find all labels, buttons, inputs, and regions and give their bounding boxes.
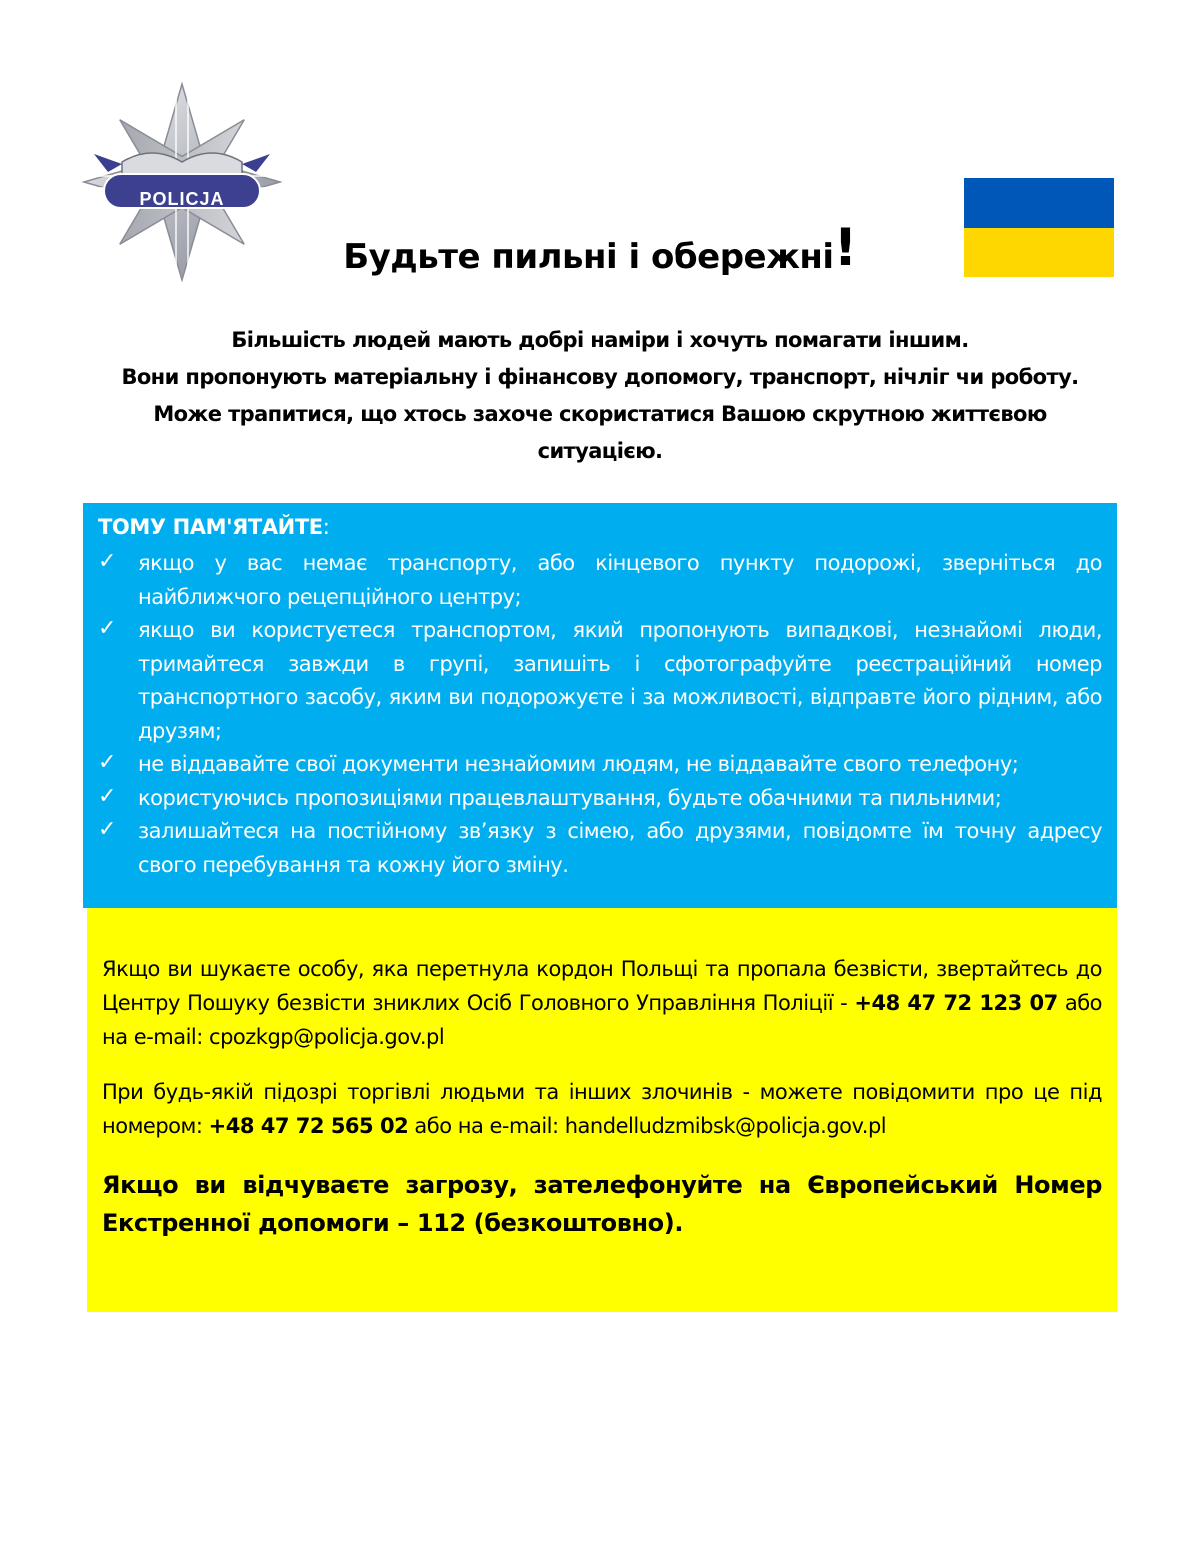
remember-heading-text: ТОМУ ПАМ'ЯТАЙТЕ: [98, 515, 323, 539]
missing-person-phone[interactable]: +48 47 72 123 07: [854, 991, 1058, 1015]
checkmark-icon: ✓: [98, 549, 117, 574]
remember-heading-colon: :: [322, 515, 330, 539]
missing-person-mid: або на e-mail:: [102, 991, 1103, 1049]
list-item-text: не віддавайте свої документи незнайомим людям, не віддавайте свого телефону;: [138, 752, 1019, 776]
checkmark-icon: ✓: [98, 817, 117, 842]
title-text: Будьте пильні і обережні: [343, 237, 834, 277]
list-item-text: користуючись пропозиціями працевлаштування, будьте обачними та пильними;: [138, 785, 1002, 810]
checkmark-icon: ✓: [98, 750, 117, 775]
list-item-text: якщо у вас немає транспорту, або кінцевого пункту подорожі, зверніться до найближчого рецепційного центру;: [138, 551, 1102, 609]
missing-person-text: Якщо ви шукаєте особу, яка перетнула кордон Польщі та пропала безвісти, звертайтесь до Центру Пошуку безвісти зниклих Осіб Головного Управління Поліції -: [102, 957, 1102, 1015]
trafficking-mid: або на e-mail:: [408, 1114, 565, 1138]
remember-section: [83, 503, 1117, 908]
intro-line-1: Більшість людей мають добрі наміри і хочуть помагати іншим.: [231, 328, 969, 352]
page-title: [0, 218, 1200, 278]
trafficking-text: При будь-якій підозрі торгівлі людьми та інших злочинів - можете повідомити про це під номером:: [102, 1080, 1102, 1138]
remember-list: [98, 547, 1102, 882]
list-item: [98, 547, 1102, 614]
trafficking-email[interactable]: handelludzmibsk@policja.gov.pl: [564, 1114, 887, 1138]
list-item-text: якщо ви користуєтеся транспортом, який пропонують випадкові, незнайомі люди, тримайтеся завжди в групі, запишіть і сфотографуйте реєстраційний номер транспортного засобу, яким ви подорожуєте і за можливості, відправте його рідним, або друзям;: [138, 618, 1102, 743]
list-item: [98, 782, 1102, 816]
trafficking-paragraph: [102, 1075, 1102, 1143]
title-exclamation: !: [833, 218, 857, 278]
list-item: [98, 614, 1102, 748]
checkmark-icon: ✓: [98, 616, 117, 641]
trafficking-phone[interactable]: +48 47 72 565 02: [208, 1114, 409, 1138]
list-item-text: залишайтеся на постійному зв’язку з сімею, або друзями, повідомте їм точну адресу свого перебування та кожну його зміну.: [138, 819, 1102, 877]
logo-label: POLICJA: [139, 189, 225, 209]
contacts-section: [87, 908, 1117, 1312]
intro-text: [100, 322, 1100, 470]
missing-person-paragraph: [102, 952, 1102, 1054]
intro-line-4: ситуацією.: [537, 439, 663, 463]
emergency-paragraph: Якщо ви відчуваєте загрозу, зателефонуйте на Європейський Номер Екстренної допомоги – 112 (безкоштовно).: [102, 1171, 1102, 1237]
intro-line-2: Вони пропонують матеріальну і фінансову допомогу, транспорт, нічліг чи роботу.: [121, 365, 1079, 389]
missing-person-email[interactable]: cpozkgp@policja.gov.pl: [209, 1025, 445, 1049]
checkmark-icon: ✓: [98, 783, 117, 809]
list-item: [98, 748, 1102, 782]
list-item: [98, 815, 1102, 882]
intro-line-3: Може трапитися, що хтось захоче скористатися Вашою скрутною життєвою: [153, 402, 1047, 426]
remember-heading: [98, 515, 329, 539]
